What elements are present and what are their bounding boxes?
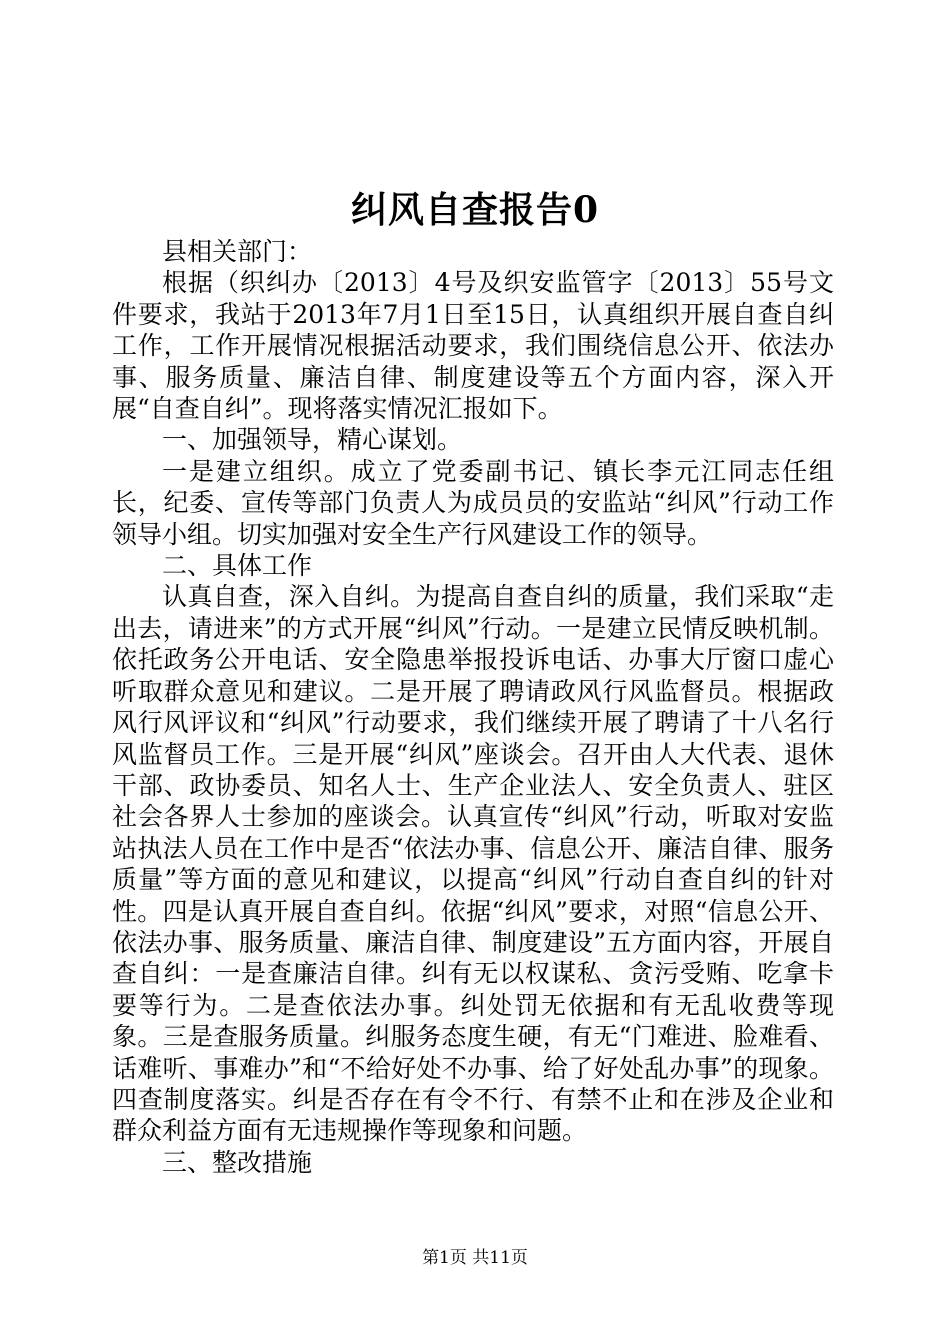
intro-paragraph: 根据（织纠办〔2013〕4号及织安监管字〔2013〕55号文件要求，我站于2013年7月1日至15日，认真组织开展自查自纠工作，工作开展情况根据活动要求，我们围绕信息公开、依法办事、服务质量、廉洁自律、制度建设等五个方面内容，深入开展“自查自纠”。现将落实情况汇报如下。	[112, 268, 834, 424]
document-body	[112, 236, 834, 1178]
section-heading-2: 二、具体工作	[162, 551, 313, 581]
section-heading-3: 三、整改措施	[162, 1147, 313, 1177]
body-paragraph: 认真自查，深入自纠。为提高自查自纠的质量，我们采取“走出去，请进来”的方式开展“纠风”行动。一是建立民情反映机制。依托政务公开电话、安全隐患举报投诉电话、办事大厅窗口虚心听取群众意见和建议。二是开展了聘请政风行风监督员。根据政风行风评议和“纠风”行动要求，我们继续开展了聘请了十八名行风监督员工作。三是开展“纠风”座谈会。召开由人大代表、退休干部、政协委员、知名人士、生产企业法人、安全负责人、驻区社会各界人士参加的座谈会。认真宣传“纠风”行动，听取对安监站执法人员在工作中是否“依法办事、信息公开、廉洁自律、服务质量”等方面的意见和建议，以提高“纠风”行动自查自纠的针对性。四是认真开展自查自纠。依据“纠风”要求，对照“信息公开、依法办事、服务质量、廉洁自律、制度建设”五方面内容，开展自查自纠：一是查廉洁自律。纠有无以权谋私、贪污受贿、吃拿卡要等行为。二是查依法办事。纠处罚无依据和有无乱收费等现象。三是查服务质量。纠服务态度生硬，有无“门难进、脸难看、话难听、事难办”和“不给好处不办事、给了好处乱办事”的现象。四查制度落实。纠是否存在有令不行、有禁不止和在涉及企业和群众利益方面有无违规操作等现象和问题。	[112, 582, 834, 1146]
salutation: 县相关部门：	[162, 237, 313, 266]
document-title: 纠风自查报告0	[350, 189, 600, 231]
section-heading-1: 一、加强领导，精心谋划。	[162, 425, 463, 455]
page-number-footer: 第1页 共11页	[422, 1248, 528, 1268]
body-paragraph: 一是建立组织。成立了党委副书记、镇长李元江同志任组长，纪委、宣传等部门负责人为成员员的安监站“纠风”行动工作领导小组。切实加强对安全生产行风建设工作的领导。	[112, 456, 834, 549]
